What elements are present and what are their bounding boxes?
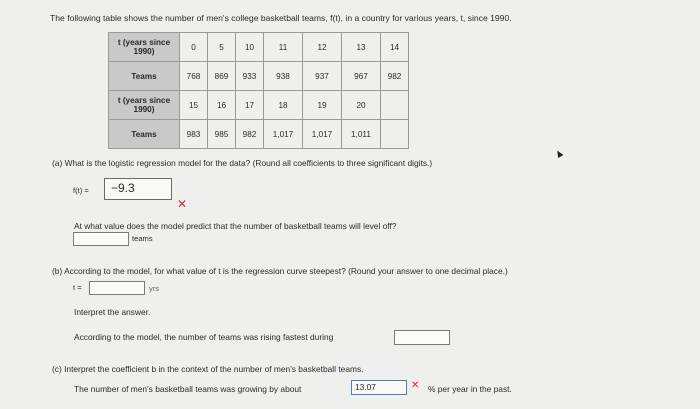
table-cell: 15 (180, 91, 208, 120)
table-cell: 11 (264, 33, 303, 62)
table-cell: 938 (264, 62, 303, 91)
table-cell: 13 (342, 33, 381, 62)
table-cell: 18 (264, 91, 303, 120)
interpret-label: Interpret the answer. (74, 307, 151, 317)
table-header-cell: t (years since 1990) (109, 91, 180, 120)
table-cell: 20 (342, 91, 381, 120)
table-row (109, 33, 409, 62)
table-cell (381, 91, 409, 120)
rising-fastest-input[interactable] (394, 330, 450, 345)
table-cell: 1,011 (342, 120, 381, 149)
incorrect-x-icon: ✕ (411, 380, 420, 391)
table-row (109, 120, 409, 149)
table-cell: 1,017 (303, 120, 342, 149)
rising-fastest-statement: According to the model, the number of teams was rising fastest during (74, 332, 334, 342)
table-row (109, 91, 409, 120)
table-cell: 933 (236, 62, 264, 91)
level-off-question: At what value does the model predict that the number of basketball teams will level off? (74, 221, 397, 231)
logistic-model-value: −9.3 (111, 181, 135, 195)
table-cell: 14 (381, 33, 409, 62)
table-header-cell: Teams (109, 120, 180, 149)
table-cell: 937 (303, 62, 342, 91)
table-cell: 983 (180, 120, 208, 149)
table-cell: 12 (303, 33, 342, 62)
growth-rate-value: 13.07 (355, 382, 376, 392)
table-cell: 982 (381, 62, 409, 91)
part-a-question: (a) What is the logistic regression model for the data? (Round all coefficients to three significant digits.) (52, 158, 433, 168)
growth-statement: The number of men's basketball teams was growing by about (74, 384, 302, 394)
table-cell: 869 (208, 62, 236, 91)
table-cell: 19 (303, 91, 342, 120)
t-label: t = (73, 283, 82, 292)
table-cell: 1,017 (264, 120, 303, 149)
level-off-unit: teams (132, 234, 153, 243)
part-c-question: (c) Interpret the coefficient b in the context of the number of men's basketball teams. (52, 364, 364, 374)
data-table (108, 32, 409, 149)
table-header-cell: t (years since 1990) (109, 33, 180, 62)
f-label: f(t) = (73, 186, 89, 195)
table-cell: 0 (180, 33, 208, 62)
growth-suffix: % per year in the past. (428, 384, 512, 394)
table-header-cell: Teams (109, 62, 180, 91)
growth-rate-input[interactable] (351, 380, 407, 395)
table-cell: 5 (208, 33, 236, 62)
table-cell: 967 (342, 62, 381, 91)
table-cell: 985 (208, 120, 236, 149)
table-cell: 17 (236, 91, 264, 120)
table-cell: 16 (208, 91, 236, 120)
table-cell: 768 (180, 62, 208, 91)
incorrect-x-icon: ✕ (177, 197, 188, 211)
steepest-t-input[interactable] (89, 281, 145, 295)
table-cell (381, 120, 409, 149)
table-cell: 982 (236, 120, 264, 149)
table-cell: 10 (236, 33, 264, 62)
steepest-t-unit: yrs (149, 284, 160, 293)
logistic-model-input[interactable] (104, 178, 172, 200)
level-off-input[interactable] (73, 232, 129, 246)
table-row (109, 62, 409, 91)
part-b-question: (b) According to the model, for what value of t is the regression curve steepest? (Round your answer to one decimal place.) (52, 266, 508, 276)
mouse-cursor-icon (555, 149, 564, 158)
problem-prompt: The following table shows the number of men's college basketball teams, f(t), in a country for various years, t, since 1990. (50, 13, 512, 23)
